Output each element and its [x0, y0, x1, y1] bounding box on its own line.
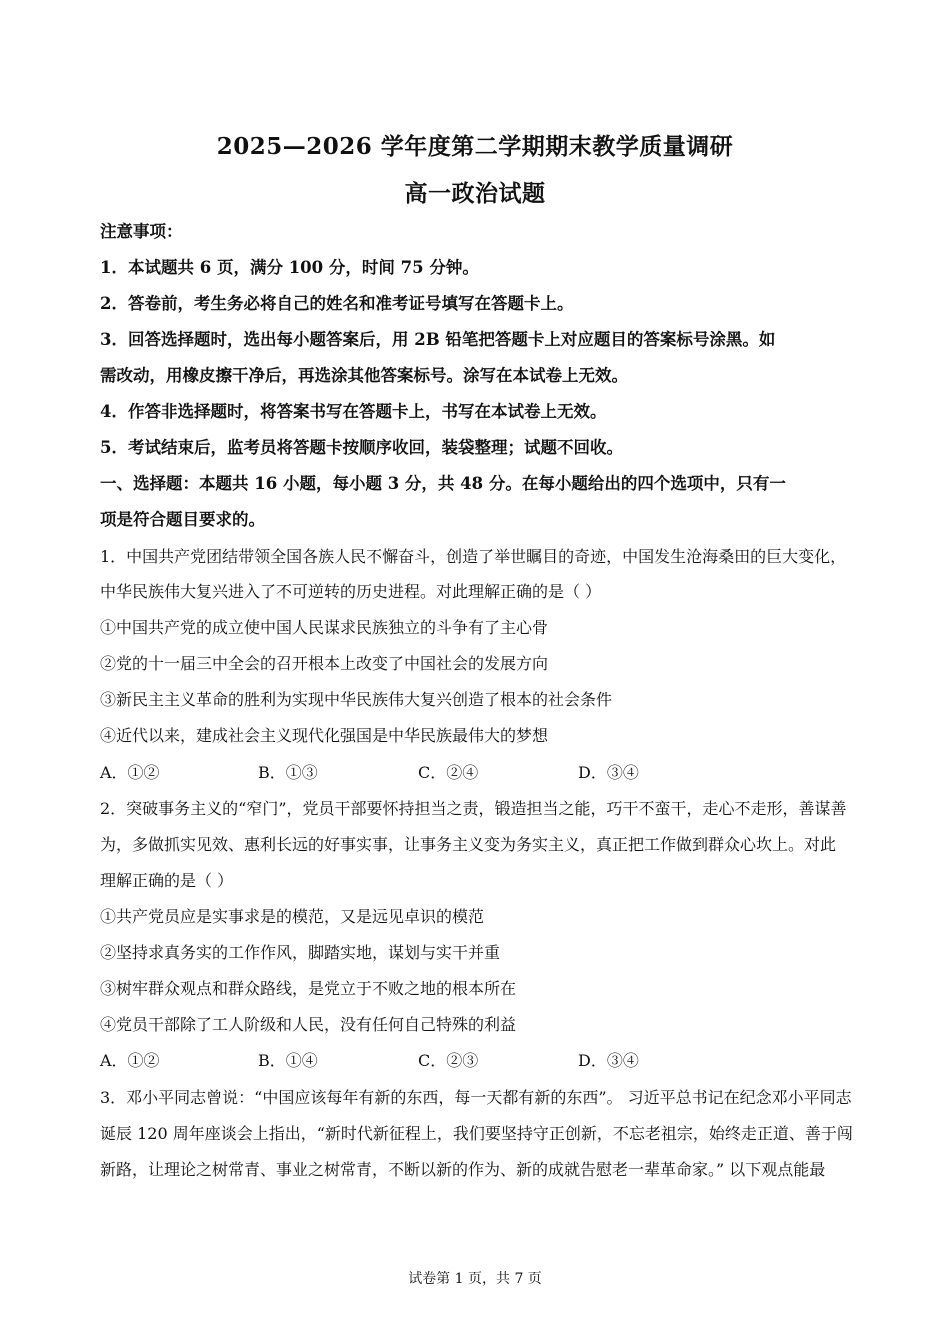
- section-heading: 一、选择题：本题共 16 小题，每小题 3 分，共 48 分。在每小题给出的四个选项中，只有一: [100, 474, 786, 493]
- notice-heading: 注意事项：: [100, 222, 183, 241]
- option-b: B．①③: [258, 763, 318, 782]
- question-1-statement: ③新民主主义革命的胜利为实现中华民族伟大复兴创造了根本的社会条件: [100, 690, 613, 709]
- notice-item: 1．本试题共 6 页，满分 100 分，时间 75 分钟。: [100, 258, 479, 277]
- notice-item: 5．考试结束后，监考员将答题卡按顺序收回，装袋整理；试题不回收。: [100, 438, 623, 457]
- option-d: D．③④: [578, 763, 639, 782]
- question-3-stem: 诞辰 120 周年座谈会上指出，“新时代新征程上，我们要坚持守正创新，不忘老祖宗，始终走正道、善于闯: [100, 1124, 853, 1143]
- exam-title: 2025—2026 学年度第二学期期末教学质量调研: [216, 133, 734, 160]
- question-2-options: [100, 1050, 860, 1072]
- option-a: A．①②: [100, 1051, 160, 1070]
- question-2-stem: 理解正确的是（ ）: [100, 871, 234, 890]
- option-c: C．②③: [418, 1051, 479, 1070]
- page-footer: 试卷第 1 页，共 7 页: [408, 1271, 542, 1287]
- question-1-options: [100, 762, 860, 784]
- section-heading-cont: 项是符合题目要求的。: [100, 510, 265, 529]
- option-c: C．②④: [418, 763, 479, 782]
- question-2-statement: ①共产党员应是实事求是的模范，又是远见卓识的模范: [100, 907, 485, 926]
- notice-item: 4．作答非选择题时，将答案书写在答题卡上，书写在本试卷上无效。: [100, 402, 607, 421]
- option-b: B．①④: [258, 1051, 318, 1070]
- option-d: D．③④: [578, 1051, 639, 1070]
- question-1-stem: 1．中国共产党团结带领全国各族人民不懈奋斗，创造了举世瞩目的奇迹，中国发生沧海桑田的巨大变化，: [100, 547, 847, 566]
- question-3-stem: 3．邓小平同志曾说：“中国应该每年有新的东西，每一天都有新的东西”。 习近平总书记在纪念邓小平同志: [100, 1088, 852, 1107]
- question-2-statement: ④党员干部除了工人阶级和人民，没有任何自己特殊的利益: [100, 1015, 517, 1034]
- question-1-statement: ④近代以来，建成社会主义现代化强国是中华民族最伟大的梦想: [100, 726, 549, 745]
- question-2-statement: ②坚持求真务实的工作作风，脚踏实地，谋划与实干并重: [100, 943, 501, 962]
- notice-item: 需改动，用橡皮擦干净后，再选涂其他答案标号。涂写在本试卷上无效。: [100, 366, 628, 385]
- question-1-statement: ②党的十一届三中全会的召开根本上改变了中国社会的发展方向: [100, 654, 549, 673]
- notice-item: 3．回答选择题时，选出每小题答案后，用 2B 铅笔把答题卡上对应题目的答案标号涂黑。如: [100, 330, 776, 349]
- notice-item: 2．答卷前，考生务必将自己的姓名和准考证号填写在答题卡上。: [100, 294, 574, 313]
- question-2-stem: 为，多做抓实见效、惠利长远的好事实事，让事务主义变为务实主义，真正把工作做到群众心坎上。对此: [100, 835, 837, 854]
- option-a: A．①②: [100, 763, 160, 782]
- question-2-statement: ③树牢群众观点和群众路线，是党立于不败之地的根本所在: [100, 979, 517, 998]
- question-3-stem: 新路，让理论之树常青、事业之树常青，不断以新的作为、新的成就告慰老一辈革命家。” 以下观点能最: [100, 1160, 826, 1179]
- question-1-stem: 中华民族伟大复兴进入了不可逆转的历史进程。对此理解正确的是（ ）: [100, 582, 602, 601]
- question-1-statement: ①中国共产党的成立使中国人民谋求民族独立的斗争有了主心骨: [100, 618, 549, 637]
- question-2-stem: 2．突破事务主义的“窄门”，党员干部要怀持担当之责，锻造担当之能，巧干不蛮干，走心不走形，善谋善: [100, 799, 847, 818]
- exam-subtitle: 高一政治试题: [404, 180, 546, 207]
